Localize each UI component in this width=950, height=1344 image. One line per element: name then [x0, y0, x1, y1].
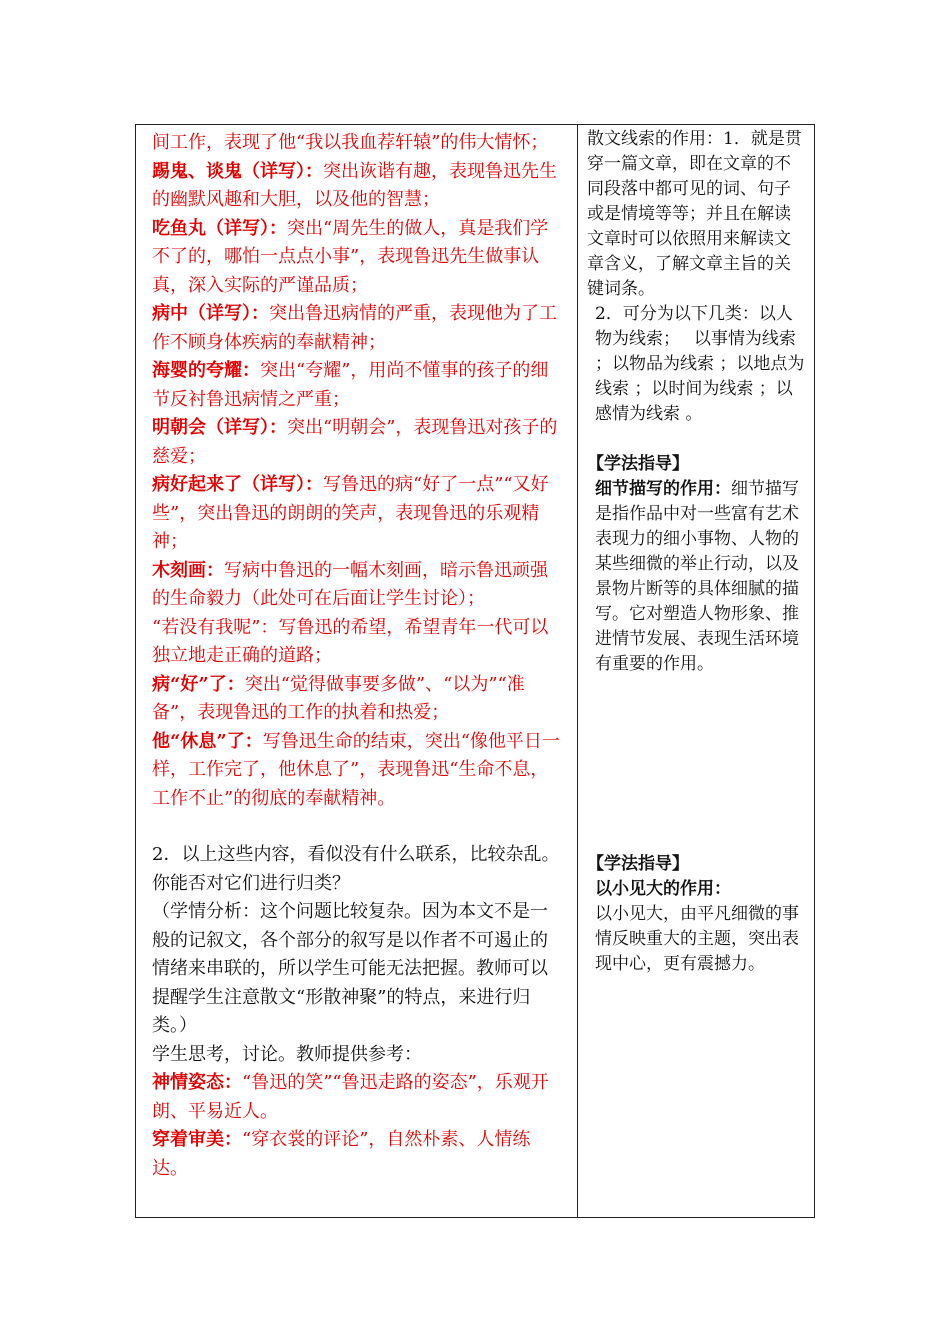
item-paragraph [152, 215, 562, 301]
item-heading: 踢鬼、谈鬼（详写）： [152, 160, 323, 182]
item-paragraph [152, 300, 562, 357]
category-heading: 神情姿态： [152, 1072, 242, 1093]
item-heading: 吃鱼丸（详写）： [152, 217, 287, 239]
item-text: “若没有我呢”：写鲁迅的希望，希望青年一代可以独立地走正确的道路； [152, 616, 549, 666]
item-heading: 病“好”了： [152, 673, 245, 695]
guide-title: 【学法指导】 [587, 854, 689, 874]
teaching-content-column [152, 129, 562, 1183]
item-text: 突出“夸耀”，用尚不懂事的孩子的细节反衬鲁迅病情之严重； [152, 360, 549, 410]
discussion-text: 学生思考，讨论。教师提供参考： [152, 1043, 422, 1065]
item-text: 突出“周先生的做人，真是我们学不了的，哪怕一点点小事”，表现鲁迅先生做事认真，深入实际的严谨品质； [152, 217, 549, 296]
spacer [587, 427, 807, 452]
item-heading: 海婴的夸耀： [152, 360, 260, 381]
item-text: 写鲁迅的病“好了一点”“又好些”，突出鲁迅的朗朗的笑声，表现鲁迅的乐观精神； [152, 474, 549, 552]
guide-paragraph [587, 477, 807, 677]
lesson-table [135, 124, 815, 1218]
category-text: “穿衣裳的评论”，自然朴素、人情练达。 [152, 1129, 531, 1179]
item-heading: 他“休息”了： [152, 730, 263, 752]
item-paragraph [152, 728, 562, 814]
item-paragraph [152, 557, 562, 614]
item-paragraph [152, 614, 562, 671]
guide-text: 以小见大，由平凡细微的事情反映重大的主题，突出表现中心，更有震撼力。 [595, 904, 799, 974]
category-heading: 穿着审美： [152, 1129, 242, 1150]
guide-title: 【学法指导】 [587, 454, 689, 474]
item-text: 突出“明朝会”，表现鲁迅对孩子的慈爱； [152, 417, 558, 467]
item-heading: 木刻画： [152, 559, 224, 581]
analysis-text: （学情分析：这个问题比较复杂。因为本文不是一般的记叙文，各个部分的叙写是以作者不可遏止的情绪来串联的，所以学生可能无法把握。教师可以提醒学生注意散文“形散神聚”的特点，来进行归类。） [152, 901, 548, 1036]
item-text: 突出鲁迅病情的严重，表现他为了工作不顾身体疾病的奉献精神； [152, 303, 557, 353]
item-text: 写病中鲁迅的一幅木刻画，暗示鲁迅顽强的生命毅力（此处可在后面让学生讨论）； [152, 559, 548, 609]
item-text: 突出“觉得做事要多做”、“以为”“准备”，表现鲁迅的工作的执着和热爱； [152, 673, 525, 723]
category-paragraph [152, 1126, 562, 1183]
spacer [152, 813, 562, 841]
clue-types-paragraph: 2．可分为以下几类：以人物为线索； 以事情为线索 ；以物品为线索 ；以地点为线索 ；以时间为线索 ；以感情为线索 。 [595, 304, 805, 424]
intro-text: 间工作，表现了他“我以我血荐轩辕”的伟大情怀； [152, 132, 549, 153]
guide-text: 细节描写是指作品中对一些富有艺术表现力的细小事物、人物的某些细微的举止行动，以及景物片断等的具体细腻的描写。它对塑造人物形象、推进情节发展、表现生活环境有重要的作用。 [595, 479, 799, 674]
question-text: 2．以上这些内容，看似没有什么联系，比较杂乱。你能否对它们进行归类？ [152, 844, 560, 894]
item-text: 写鲁迅生命的结束，突出“像他平日一样，工作完了，他休息了”，表现鲁迅“生命不息，工作不止”的彻底的奉献精神。 [152, 730, 560, 809]
item-paragraph [152, 671, 562, 728]
clue-paragraph: 散文线索的作用：1．就是贯穿一篇文章，即在文章的不同段落中都可见的词、句子或是情境等等；并且在解读文章时可以依照用来解读文章含义，了解文章主旨的关键词条。 [587, 129, 802, 299]
notes-column [587, 127, 807, 977]
item-heading: 病中（详写）： [152, 303, 269, 324]
item-paragraph [152, 414, 562, 471]
guide-heading: 细节描写的作用： [595, 479, 731, 499]
item-paragraph [152, 357, 562, 414]
category-paragraph [152, 1069, 562, 1126]
item-text: 突出诙谐有趣，表现鲁迅先生的幽默风趣和大胆，以及他的智慧； [152, 160, 557, 210]
category-text: “鲁迅的笑”“鲁迅走路的姿态”，乐观开朗、平易近人。 [152, 1072, 549, 1122]
item-paragraph [152, 471, 562, 557]
item-heading: 明朝会（详写）： [152, 417, 287, 438]
guide-heading: 以小见大的作用： [595, 879, 731, 899]
spacer [587, 677, 807, 852]
item-heading: 病好起来了（详写）： [152, 474, 323, 495]
item-paragraph [152, 158, 562, 215]
column-divider [577, 125, 578, 1217]
